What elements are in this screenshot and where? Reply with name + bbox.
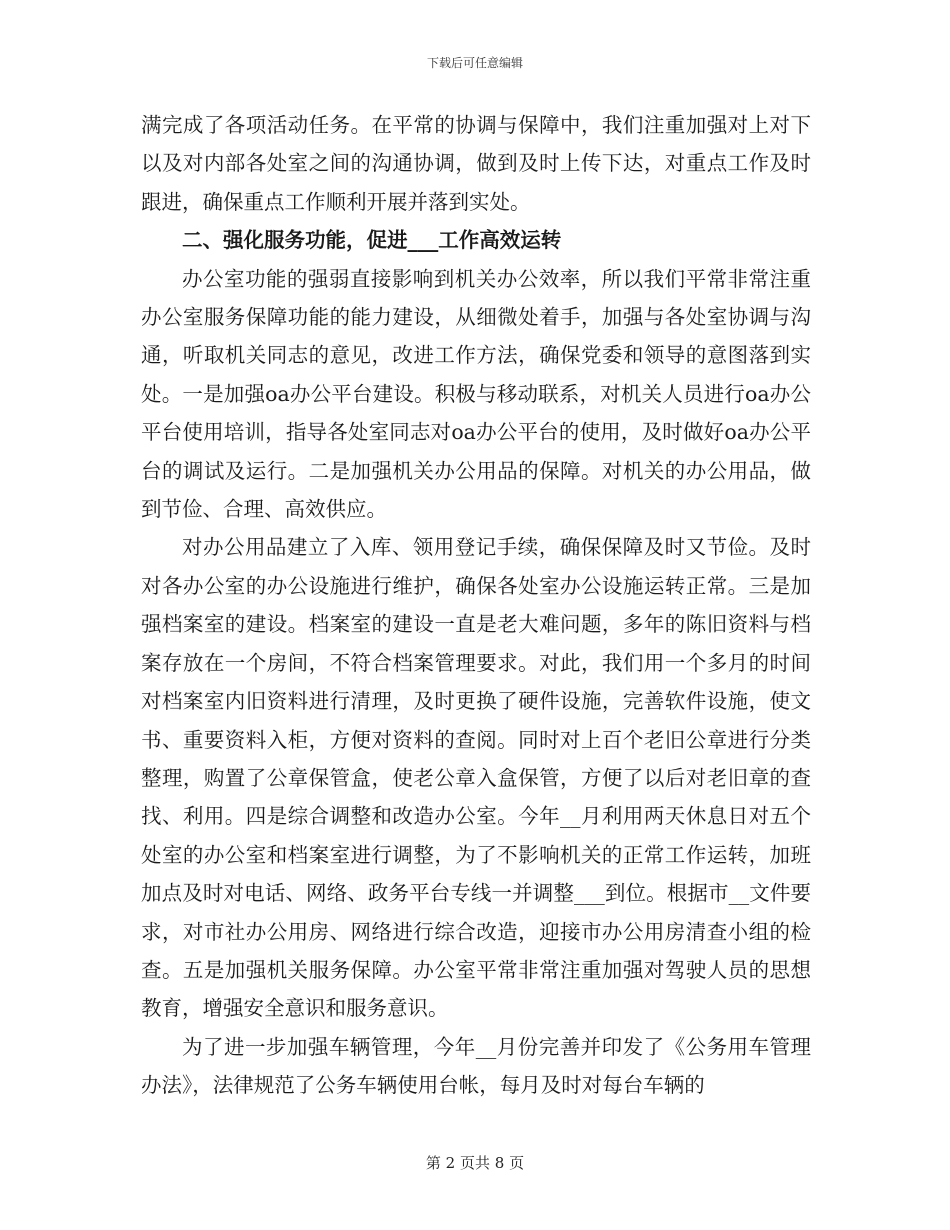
section-heading: 二、强化服务功能，促进___工作高效运转	[182, 228, 562, 253]
page-footer-number: 第 2 页共 8 页	[425, 1154, 525, 1172]
page-header-note: 下载后可任意编辑	[426, 56, 523, 70]
paragraph-2: 办公室功能的强弱直接影响到机关办公效率，所以我们平常非常注重办公室服务保障功能的能力建设，从细微处着手，加强与各处室协调与沟通，听取机关同志的意见，改进工作方法，确保党委和领导的意图落到实处。一是加强oa办公平台建设。积极与移动联系，对机关人员进行oa办公平台使用培训，指导各处室同志对oa办公平台的使用，及时做好oa办公平台的调试及运行。二是加强机关办公用品的保障。对机关的办公用品，做到节俭、合理、高效供应。	[141, 266, 811, 522]
paragraph-1: 满完成了各项活动任务。在平常的协调与保障中，我们注重加强对上对下以及对内部各处室之间的沟通协调，做到及时上传下达，对重点工作及时跟进，确保重点工作顺利开展并落到实处。	[141, 113, 811, 214]
document-body	[141, 106, 811, 1105]
paragraph-4: 为了进一步加强车辆管理，今年__月份完善并印发了《公务用车管理办法》，法律规范了公务车辆使用台帐，每月及时对每台车辆的	[141, 1034, 811, 1098]
paragraph-3: 对办公用品建立了入库、领用登记手续，确保保障及时又节俭。及时对各办公室的办公设施进行维护，确保各处室办公设施运转正常。三是加强档案室的建设。档案室的建设一直是老大难问题，多年的陈旧资料与档案存放在一个房间，不符合档案管理要求。对此，我们用一个多月的时间对档案室内旧资料进行清理，及时更换了硬件设施，完善软件设施，使文书、重要资料入柜，方便对资料的查阅。同时对上百个老旧公章进行分类整理，购置了公章保管盒，使老公章入盒保管，方便了以后对老旧章的查找、利用。四是综合调整和改造办公室。今年__月利用两天休息日对五个处室的办公室和档案室进行调整，为了不影响机关的正常工作运转，加班加点及时对电话、网络、政务平台专线一并调整___到位。根据市__文件要求，对市社办公用房、网络进行综合改造，迎接市办公用房清查小组的检查。五是加强机关服务保障。办公室平常非常注重加强对驾驶人员的思想教育，增强安全意识和服务意识。	[141, 535, 811, 1021]
